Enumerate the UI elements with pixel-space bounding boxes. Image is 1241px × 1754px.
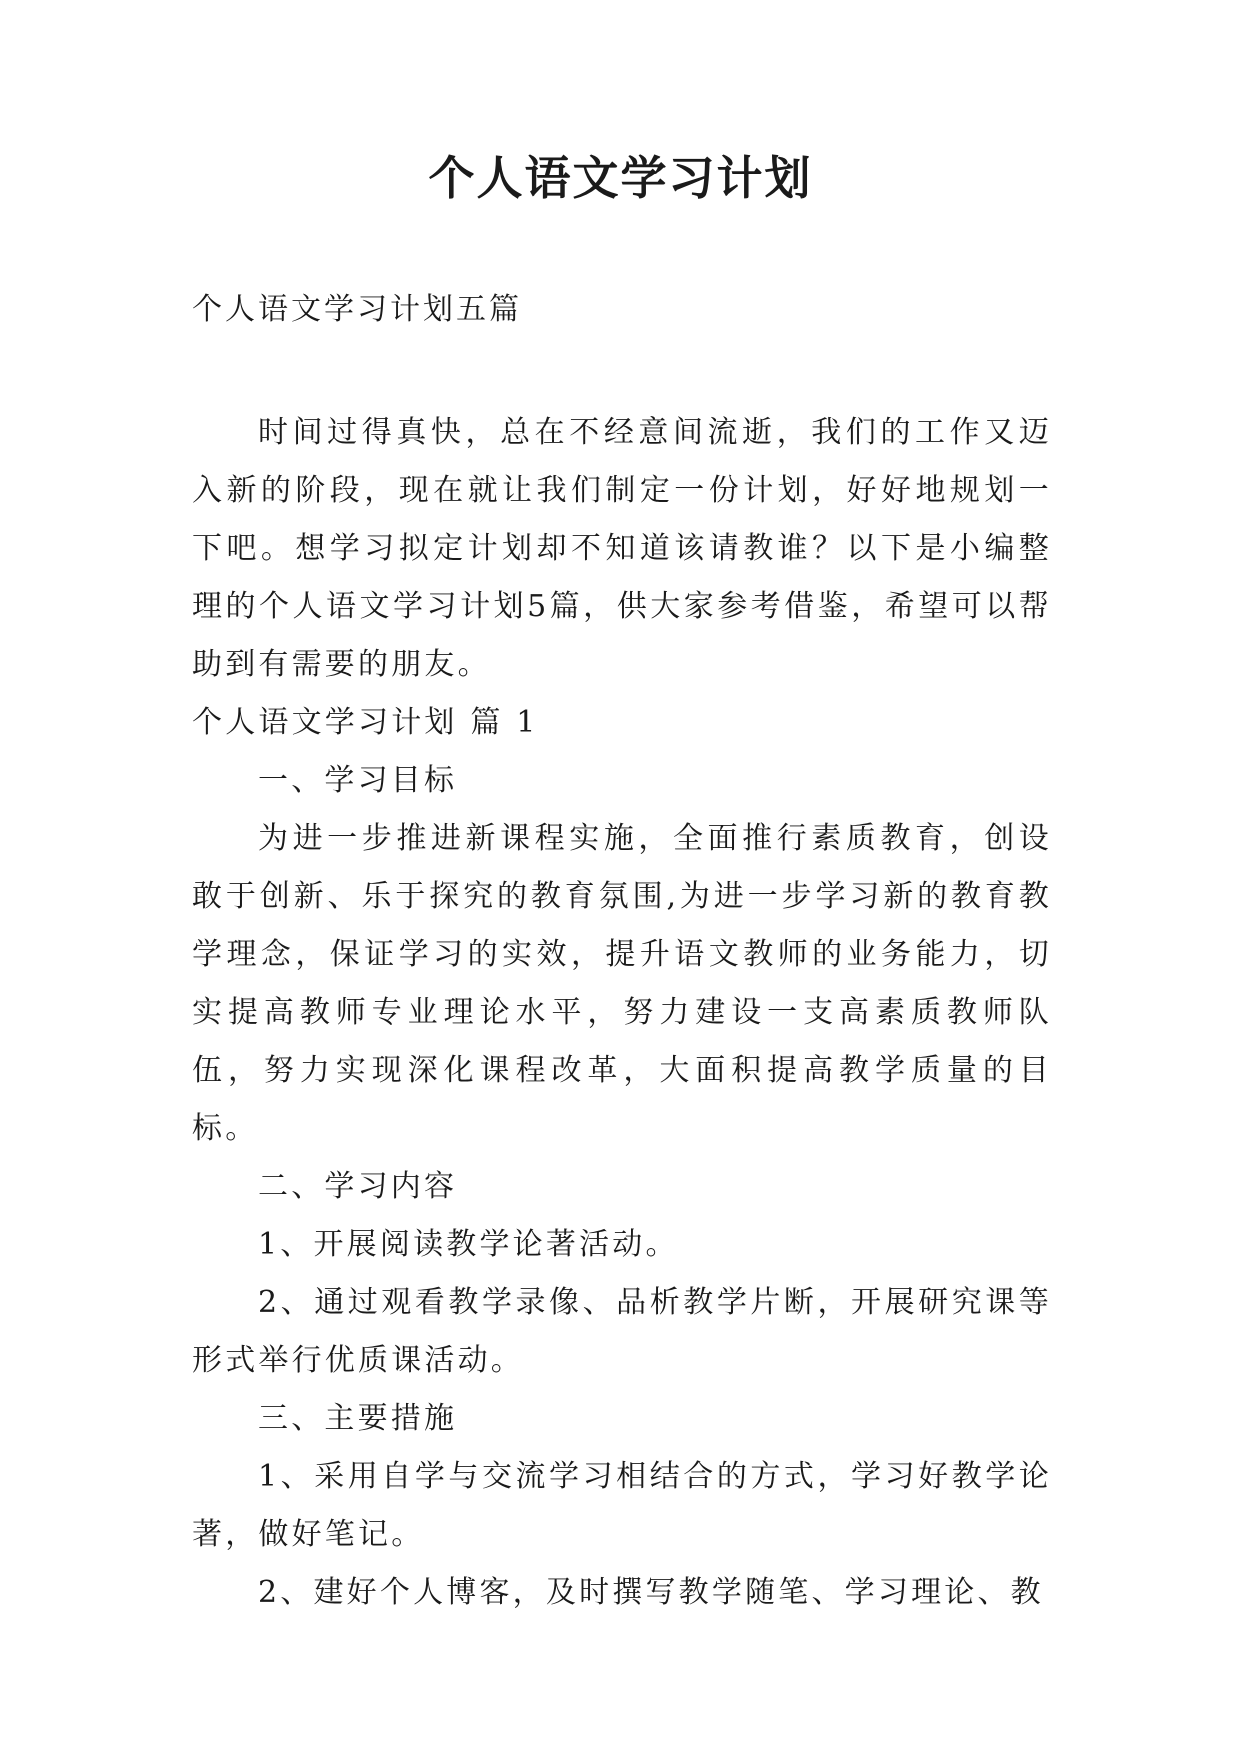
body-paragraph: 1、开展阅读教学论著活动。 [258,1227,679,1262]
document-body [192,404,1052,1622]
body-paragraph: 1、采用自学与交流学习相结合的方式，学习好教学论著，做好笔记。 [192,1459,1052,1552]
document-title: 个人语文学习计划 [428,151,813,205]
intro-paragraph: 时间过得真快，总在不经意间流逝，我们的工作又迈入新的阶段，现在就让我们制定一份计划，好好地规划一下吧。想学习拟定计划却不知道该请教谁？以下是小编整理的个人语文学习计划5篇，供大家参考借鉴，希望可以帮助到有需要的朋友。 [192,415,1052,682]
section-heading: 三、主要措施 [258,1401,458,1436]
document-subtitle: 个人语文学习计划五篇 [192,292,522,327]
body-paragraph: 2、通过观看教学录像、品析教学片断，开展研究课等形式举行优质课活动。 [192,1285,1052,1378]
body-paragraph: 2、建好个人博客，及时撰写教学随笔、学习理论、教 [258,1575,1044,1610]
section-heading: 二、学习内容 [258,1169,458,1204]
body-paragraph: 为进一步推进新课程实施，全面推行素质教育，创设敢于创新、乐于探究的教育氛围,为进一步学习新的教育教学理念，保证学习的实效，提升语文教师的业务能力，切实提高教师专业理论水平，努力建设一支高素质教师队伍，努力实现深化课程改革，大面积提高教学质量的目标。 [192,821,1052,1146]
section-heading: 一、学习目标 [258,763,458,798]
section-title: 个人语文学习计划 篇 1 [192,705,539,740]
